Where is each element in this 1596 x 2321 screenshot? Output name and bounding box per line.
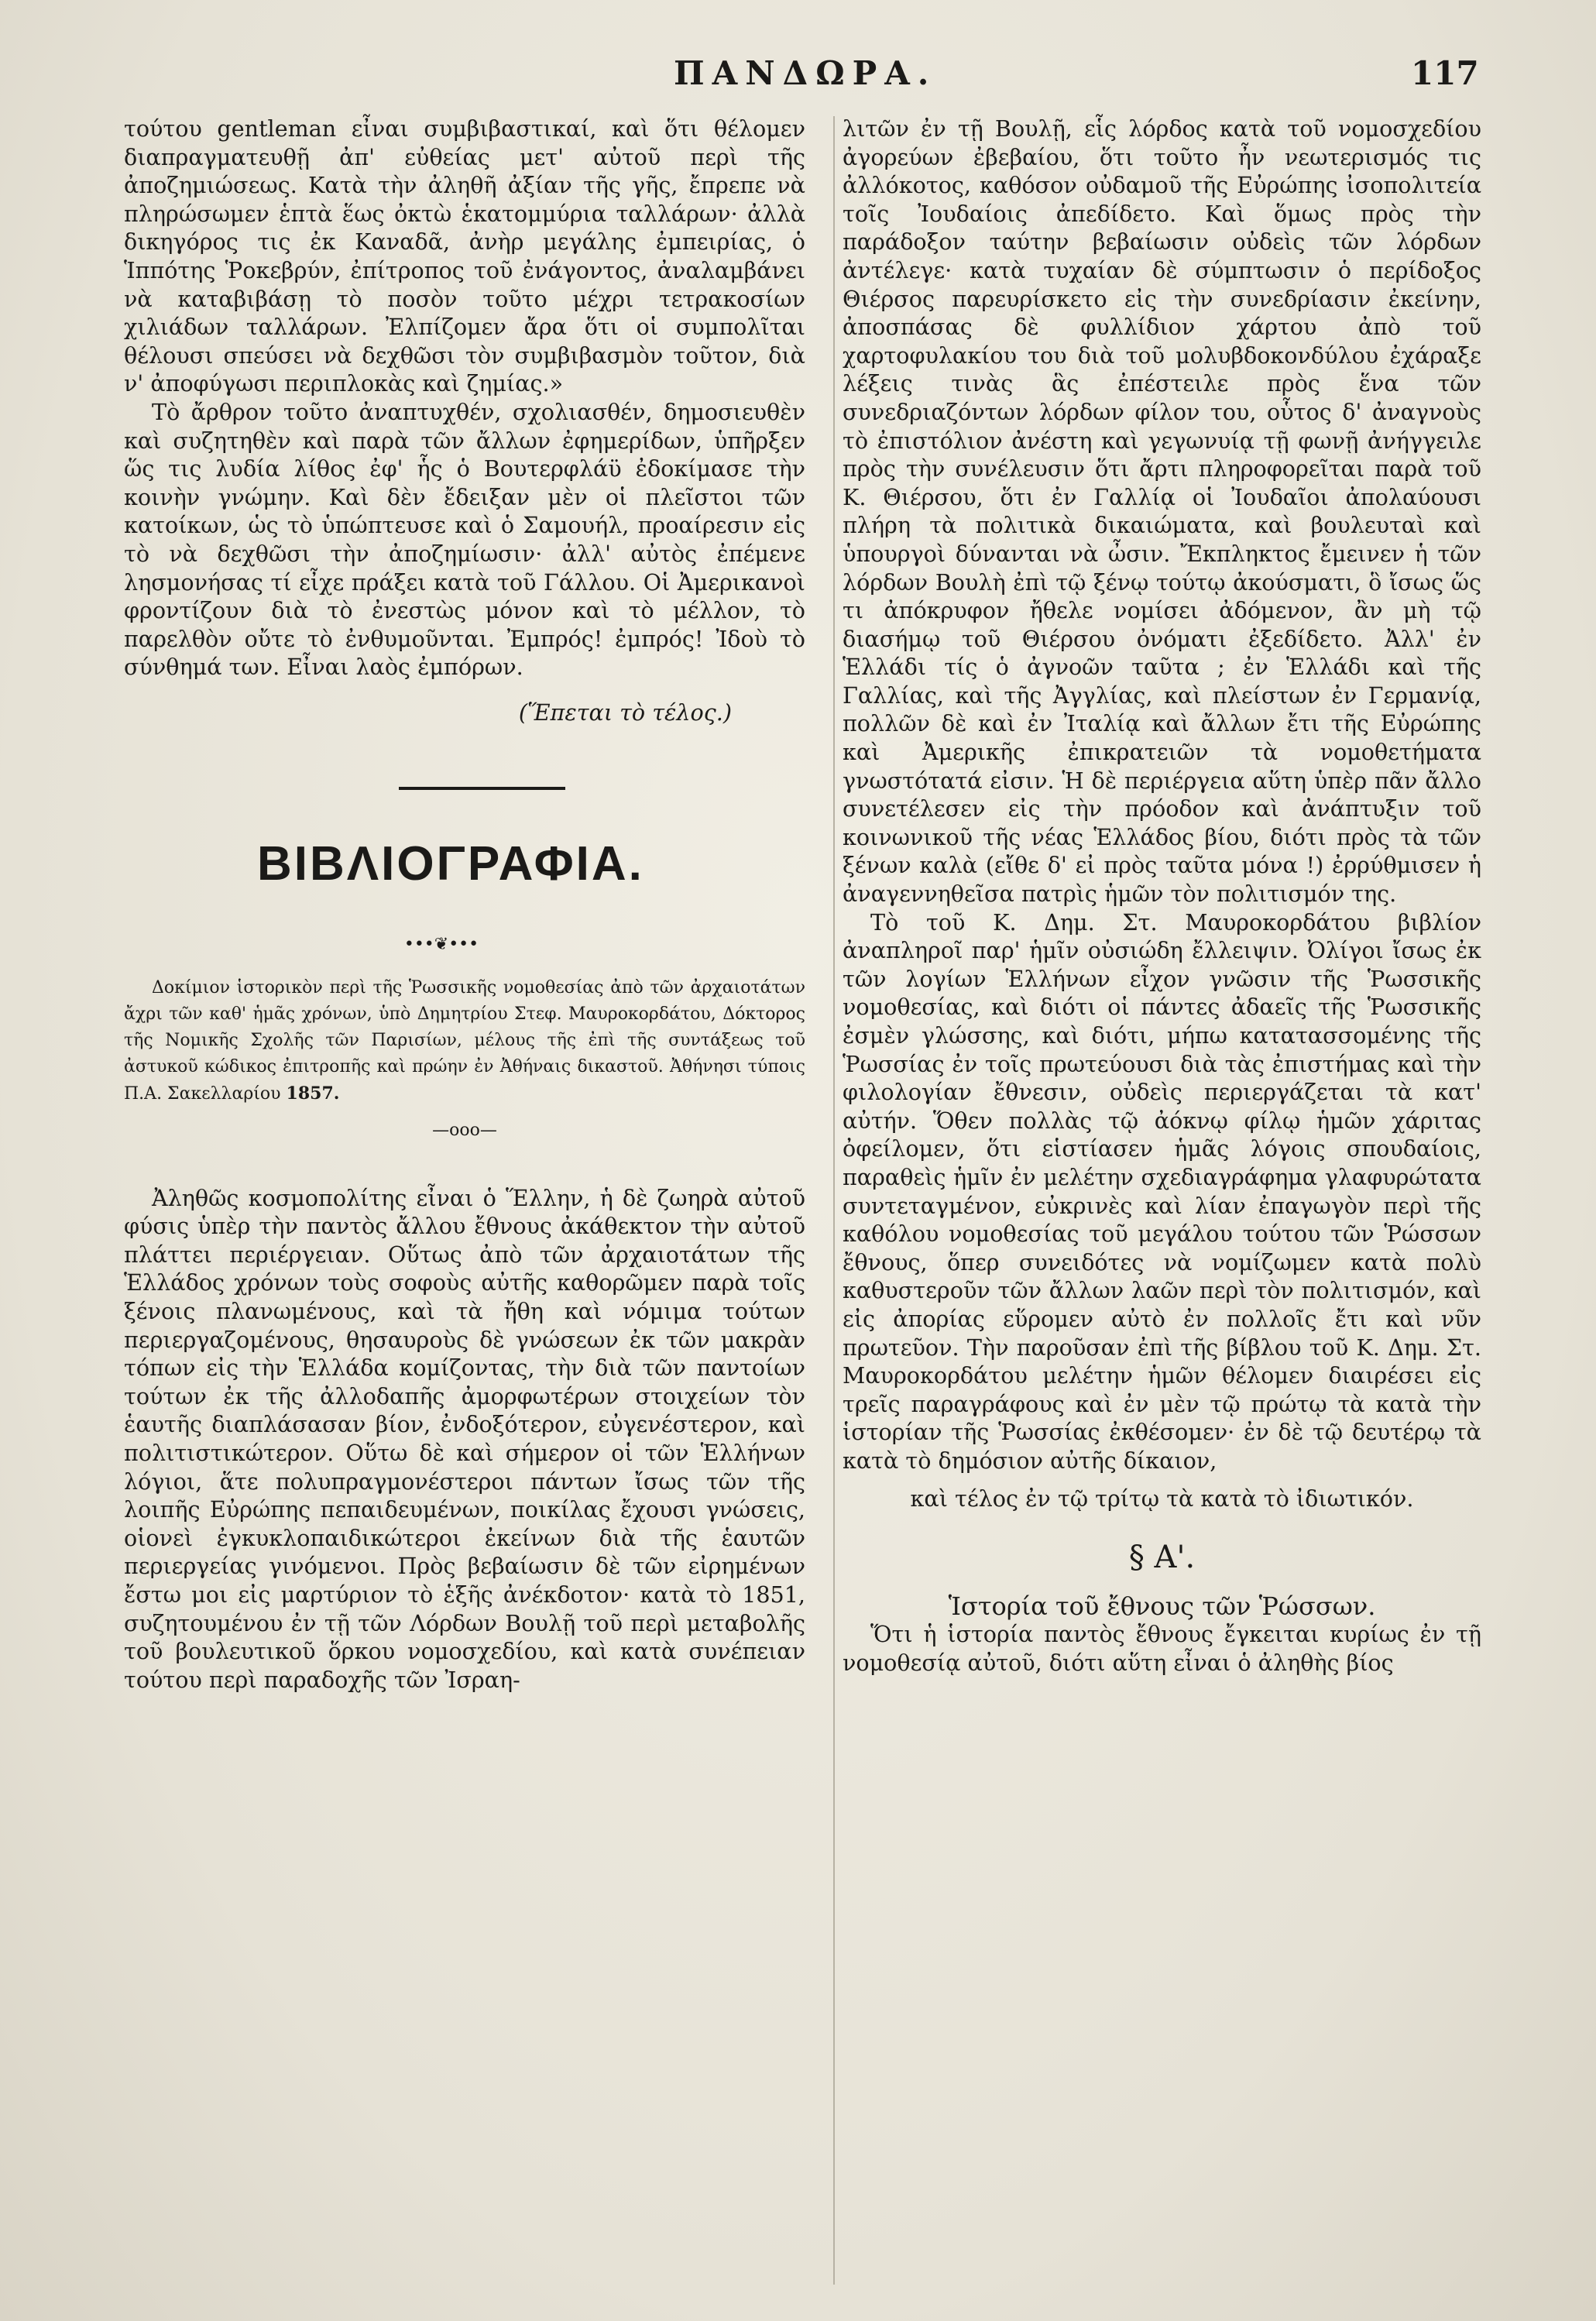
running-title: ΠΑΝΔΩΡΑ.	[674, 54, 937, 92]
paragraph: Τὸ τοῦ Κ. Δημ. Στ. Μαυροκορδάτου βιβλίον ἀναπληροῖ παρ' ἡμῖν οὐσιώδη ἔλλειψιν. Ὀλίγοι ἴσως ἐκ τῶν λογίων Ἑλλήνων εἶχον γνῶσιν τῆς Ῥωσσικῆς νομοθεσίας, καὶ διότι οἱ πάντες ἀδαεῖς τῆς Ῥωσσικῆς ἐσμὲν γλώσσης, καὶ διότι, μήπω κατατασσομένης τῆς Ῥωσσίας ἐν τοῖς πρωτεύουσι διὰ τὰς ἐπιστήμας καὶ τὴν φιλολογίαν ἔθνεσιν, οὐδεὶς περιεργάζεται τὰ κατ' αὐτήν. Ὅθεν πολλὰς τῷ ἀόκνῳ φίλῳ ἡμῶν χάριτας ὀφείλομεν, ὅτι εἱστίασεν ἡμᾶς λόγοις σπουδαίοις, παραθεὶς ἡμῖν ἐν μελέτην σχεδιαγράφημα γλαφυρώτατα συντεταγμένον, εὐκρινὲς καὶ λίαν ἐπαγωγὸν περὶ τῆς καθόλου νομοθεσίας τοῦ μεγάλου τούτου τῶν Ῥώσσων ἔθνους, ὅπερ συνειδότες νὰ νομίζωμεν κατὰ πολὺ καθυστεροῦν τῶν ἄλλων λαῶν περὶ τὸν πολιτισμόν, καὶ εἰς ἀπορίας εὕρομεν αὐτὸ ἐν πολλοῖς ἔτι καὶ νῦν πρωτεῦον. Τὴν παροῦσαν ἐπὶ τῆς βίβλου τοῦ Κ. Δημ. Στ. Μαυροκορδάτου μελέτην ἡμῶν θέλομεν διαιρέσει εἰς τρεῖς παραγράφους καὶ ἐν μὲν τῷ πρώτῳ τὰ κατὰ τὴν ἱστορίαν τῆς Ῥωσσίας ἐκθέσομεν· ἐν δὲ τῷ δευτέρῳ τὰ κατὰ τὸ δημόσιον αὐτῆς δίκαιον,	[843, 908, 1481, 1474]
left-column	[124, 115, 805, 1694]
paragraph: τούτου gentleman εἶναι συμβιβαστικαί, καὶ ὅτι θέλομεν διαπραγματευθῇ ἀπ' εὐθείας μετ' αὐτοῦ περὶ τῆς ἀποζημιώσεως. Κατὰ τὴν ἀληθῆ ἀξίαν τῆς γῆς, ἔπρεπε νὰ πληρώσωμεν ἑπτὰ ἕως ὀκτὼ ἑκατομμύρια ταλλάρων· ἀλλὰ δικηγόρος τις ἐκ Καναδᾶ, ἀνὴρ μεγάλης ἐμπειρίας, ὁ Ἱππότης Ῥοκεβρύν, ἐπίτροπος τοῦ ἐνάγοντος, ἀναλαμβάνει νὰ καταβιβάσῃ τὸ ποσὸν τοῦτο μέχρι τετρακοσίων χιλιάδων ταλλάρων. Ἐλπίζομεν ἄρα ὅτι οἱ συμπολῖται θέλουσι σπεύσει νὰ δεχθῶσι τὸν συμβιβασμὸν τοῦτον, διὰ ν' ἀποφύγωσι περιπλοκὰς καὶ ζημίας.»	[124, 115, 805, 397]
page-header	[0, 54, 1596, 108]
citation-text: Δοκίμιον ἱστορικὸν περὶ τῆς Ῥωσσικῆς νομοθεσίας ἀπὸ τῶν ἀρχαιοτάτων ἄχρι τῶν καθ' ἡμᾶς χρόνων, ὑπὸ Δημητρίου Στεφ. Μαυροκορδάτου, Δόκτορος τῆς Νομικῆς Σχολῆς τῶν Παρισίων, μέλους τῆς ἐπὶ τῆς συντάξεως τοῦ ἀστυκοῦ κώδικος ἐπιτροπῆς καὶ πρώην ἐν Ἀθήναις δικαστοῦ. Ἀθήνησι τύποις Π.Α. Σακελλαρίου	[124, 978, 805, 1104]
paragraph: Ἀληθῶς κοσμοπολίτης εἶναι ὁ Ἕλλην, ἡ δὲ ζωηρὰ αὐτοῦ φύσις ὑπὲρ τὴν παντὸς ἄλλου ἔθνους ἀκάθεκτον τὴν αὐτοῦ πλάττει περιέργειαν. Οὕτως ἀπὸ τῶν ἀρχαιοτάτων τῆς Ἑλλάδος χρόνων τοὺς σοφοὺς αὐτῆς καθορῶμεν παρὰ τοῖς ξένοις πλανωμένους, καὶ τὰ ἤθη καὶ νόμιμα τούτων περιεργαζομένους, θησαυροὺς δὲ γνώσεων ἐκ τῶν μακρὰν τόπων εἰς τὴν Ἑλλάδα κομίζοντας, τὴν διὰ τῶν παντοίων τούτων ἐκ τῆς ἀλλοδαπῆς ἀμορφωτέρων στοιχείων τὸν ἑαυτῆς διαπλάσασαν βίον, ἐνδοξότερον, εὐγενέστερον, καὶ πολιτιστικώτερον. Οὕτω δὲ καὶ σήμερον οἱ τῶν Ἑλλήνων λόγιοι, ἅτε πολυπραγμονέστεροι πάντων ἴσως τῶν τῆς λοιπῆς Εὐρώπης πεπαιδευμένων, ποικίλας ἔχουσι γνώσεις, οἱονεὶ ἐγκυκλοπαιδικώτεροι ἐκείνων διὰ τῆς ἑαυτῶν περιεργείας γινόμενοι. Πρὸς βεβαίωσιν δὲ τῶν εἰρημένων ἔστω μοι εἰς μαρτύριον τὸ ἑξῆς ἀνέκδοτον· κατὰ τὸ 1851, συζητουμένου ἐν τῇ τῶν Λόρδων Βουλῇ τοῦ περὶ μεταβολῆς τοῦ βουλευτικοῦ ὅρκου νομοσχεδίου, καὶ κατὰ συνέπειαν τούτου περὶ παραδοχῆς τῶν Ἰσραη-	[124, 1184, 805, 1693]
column-divider	[833, 116, 835, 2285]
paragraph: Ὅτι ἡ ἱστορία παντὸς ἔθνους ἔγκειται κυρίως ἐν τῇ νομοθεσίᾳ αὐτοῦ, διότι αὕτη εἶναι ὁ ἀληθὴς βίος	[843, 1621, 1481, 1676]
book-citation	[124, 975, 805, 1107]
section-rule	[399, 787, 565, 790]
paragraph: Τὸ ἄρθρον τοῦτο ἀναπτυχθέν, σχολιασθέν, δημοσιευθὲν καὶ συζητηθὲν καὶ παρὰ τῶν ἄλλων ἐφημερίδων, ὑπῆρξεν ὥς τις λυδία λίθος ἐφ' ἧς ὁ Βουτερφλάϋ ἐδοκίμασε τὴν κοινὴν γνώμην. Καὶ δὲν ἔδειξαν μὲν οἱ πλεῖστοι τῶν κατοίκων, ὡς τὸ ὑπώπτευσε καὶ ὁ Σαμουήλ, προαίρεσιν εἰς τὸ νὰ δεχθῶσι τὴν ἀποζημίωσιν· ἀλλ' αὐτὸς ἐπέμενε λησμονήσας τί εἶχε πράξει κατὰ τοῦ Γάλλου. Οἱ Ἀμερικανοὶ φροντίζουν διὰ τὸ ἐνεστὼς μόνον καὶ τὸ μέλλον, τὸ παρελθὸν οὔτε τὸ ἐνθυμοῦνται. Ἐμπρός! ἐμπρός! Ἰδοὺ τὸ σύνθημά των. Εἶναι λαὸς ἐμπόρων.	[124, 398, 805, 681]
citation-year: 1857.	[286, 1083, 340, 1104]
page-number: 117	[1411, 54, 1479, 92]
section-heading: ΒΙΒΛΙΟΓΡΑΦΙΑ.	[257, 837, 644, 891]
to-be-continued-note: (Ἕπεται τὸ τέλος.)	[518, 699, 732, 726]
section-mark: § Α'.	[1128, 1540, 1196, 1576]
separator: —οοο—	[432, 1121, 497, 1141]
paragraph: λιτῶν ἐν τῇ Βουλῇ, εἷς λόρδος κατὰ τοῦ νομοσχεδίου ἀγορεύων ἐβεβαίου, ὅτι τοῦτο ἦν νεωτερισμός τις ἀλλόκοτος, καθόσον οὐδαμοῦ τῆς Εὐρώπης ἰσοπολιτεία τοῖς Ἰουδαίοις ἀπεδίδετο. Καὶ ὅμως πρὸς τὴν παράδοξον ταύτην βεβαίωσιν οὐδεὶς τῶν λόρδων ἀντέλεγε· κατὰ τυχαίαν δὲ σύμπτωσιν ὁ περίδοξος Θιέρσος παρευρίσκετο εἰς τὴν συνεδρίασιν ἐκείνην, ἀποσπάσας δὲ φυλλίδιον χάρτου ἀπὸ τοῦ χαρτοφυλακίου του διὰ τοῦ μολυβδοκονδύλου ἐχάραξε λέξεις τινὰς ἃς ἐπέστειλε πρὸς ἕνα τῶν συνεδριαζόντων λόρδων φίλον του, οὗτος δ' ἀναγνοὺς τὸ ἐπιστόλιον ἀνέστη καὶ γεγωνυίᾳ τῇ φωνῇ ἀνήγγειλε πρὸς τὴν συνέλευσιν ὅτι ἄρτι πληροφορεῖται παρὰ τοῦ Κ. Θιέρσου, ὅτι ἐν Γαλλίᾳ οἱ Ἰουδαῖοι ἀπολαύουσι πλήρη τὰ πολιτικὰ δικαιώματα, καὶ βουλευταὶ καὶ ὑπουργοὶ δύνανται νὰ ὦσιν. Ἔκπληκτος ἔμεινεν ἡ τῶν λόρδων Βουλὴ ἐπὶ τῷ ξένῳ τούτῳ ἀκούσματι, ὃ ἴσως ὥς τι ἀπόκρυφον ἤθελε νομίσει ἀδόμενον, ἂν μὴ τῷ διασήμῳ τοῦ Θιέρσου ὀνόματι ἐξεδίδετο. Ἀλλ' ἐν Ἑλλάδι τίς ὁ ἀγνοῶν ταῦτα ; ἐν Ἑλλάδι καὶ τῆς Γαλλίας, καὶ τῆς Ἀγγλίας, καὶ πλείστων ἐν Γερμανίᾳ, πολλῶν δὲ καὶ ἐν Ἰταλίᾳ καὶ ἄλλων ἔτι τῆς Εὐρώπης καὶ Ἀμερικῆς ἐπικρατειῶν τὰ νομοθετήματα γνωστότατά εἰσιν. Ἡ δὲ περιέργεια αὕτη ὑπὲρ πᾶν ἄλλο συνετέλεσεν εἰς τὴν πρόοδον καὶ ἀνάπτυξιν τοῦ κοινωνικοῦ τῆς νέας Ἑλλάδος βίου, διότι πρὸς τὰ τῶν ξένων καλὰ (εἴθε δ' εἰ πρὸς ταῦτα μόνα !) ἐρρύθμισεν ἡ ἀναγεννηθεῖσα πατρὶς ἡμῶν τὸν πολιτισμόν της.	[843, 115, 1481, 908]
right-column	[843, 115, 1481, 1677]
ornament: •••❦•••	[403, 935, 479, 955]
subheading: Ἱστορία τοῦ ἔθνους τῶν Ῥώσσων.	[948, 1591, 1376, 1621]
paragraph: καὶ τέλος ἐν τῷ τρίτῳ τὰ κατὰ τὸ ἰδιωτικόν.	[910, 1485, 1414, 1512]
